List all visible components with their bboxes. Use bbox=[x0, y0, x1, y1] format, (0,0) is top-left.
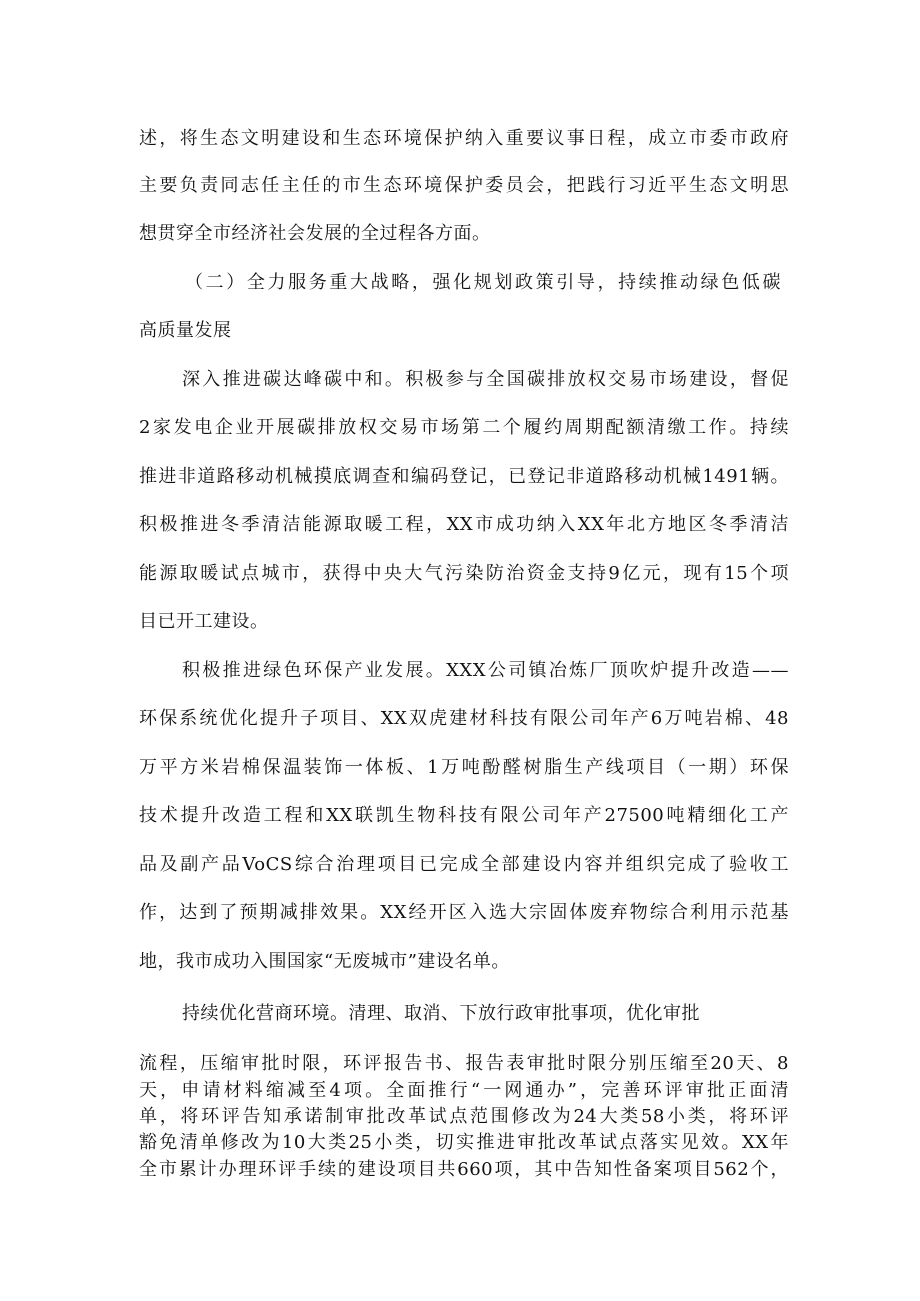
para2-line-2: 2家发电企业开展碳排放权交易市场第二个履约周期配额清缴工作。持续 bbox=[139, 417, 789, 438]
para4-line-1: 持续优化营商环境。清理、取消、下放行政审批事项，优化审批 bbox=[182, 1003, 700, 1024]
para3-line-5: 品及副产品VoCS综合治理项目已完成全部建设内容并组织完成了验收工 bbox=[139, 854, 789, 875]
para1-line-1: 述，将生态文明建设和生态环境保护纳入重要议事日程，成立市委市政府 bbox=[139, 128, 789, 149]
para3-line-3: 万平方米岩棉保温装饰一体板、1万吨酚醛树脂生产线项目（一期）环保 bbox=[139, 757, 789, 778]
section-heading-line-1: （二）全力服务重大战略，强化规划政策引导，持续推动绿色低碳 bbox=[185, 272, 781, 293]
para3-line-1: 积极推进绿色环保产业发展。XXX公司镇冶炼厂顶吹炉提升改造—— bbox=[182, 660, 789, 681]
para3-line-6: 作，达到了预期减排效果。XX经开区入选大宗固体废弃物综合利用示范基 bbox=[139, 902, 789, 923]
para4-line-5: 豁免清单修改为10大类25小类，切实推进审批改革试点落实见效。XX年 bbox=[139, 1132, 789, 1153]
section-heading-line-2: 高质量发展 bbox=[139, 320, 232, 341]
para2-line-6: 目已开工建设。 bbox=[139, 611, 269, 632]
para2-line-5: 能源取暖试点城市，获得中央大气污染防治资金支持9亿元，现有15个项 bbox=[139, 563, 789, 584]
para3-line-7: 地，我市成功入围国家“无废城市”建设名单。 bbox=[139, 951, 510, 972]
para3-line-4: 技术提升改造工程和XX联凯生物科技有限公司年产27500吨精细化工产 bbox=[139, 805, 789, 826]
para2-line-3: 推进非道路移动机械摸底调查和编码登记，已登记非道路移动机械1491辆。 bbox=[139, 466, 789, 487]
para4-line-4: 单，将环评告知承诺制审批改革试点范围修改为24大类58小类，将环评 bbox=[139, 1106, 789, 1127]
para3-line-2: 环保系统优化提升子项目、XX双虎建材科技有限公司年产6万吨岩棉、48 bbox=[139, 708, 789, 729]
para1-line-2: 主要负责同志任主任的市生态环境保护委员会，把践行习近平生态文明思 bbox=[139, 175, 789, 196]
para2-line-1: 深入推进碳达峰碳中和。积极参与全国碳排放权交易市场建设，督促 bbox=[182, 369, 789, 390]
para1-line-3: 想贯穿全市经济社会发展的全过程各方面。 bbox=[139, 223, 491, 244]
para2-line-4: 积极推进冬季清洁能源取暖工程，XX市成功纳入XX年北方地区冬季清洁 bbox=[139, 514, 789, 535]
para4-line-6: 全市累计办理环评手续的建设项目共660项，其中告知性备案项目562个， bbox=[139, 1159, 789, 1180]
para4-line-2: 流程，压缩审批时限，环评报告书、报告表审批时限分别压缩至20天、8 bbox=[139, 1053, 789, 1074]
para4-line-3: 天，申请材料缩减至4项。全面推行“一网通办”，完善环评审批正面清 bbox=[139, 1080, 789, 1101]
